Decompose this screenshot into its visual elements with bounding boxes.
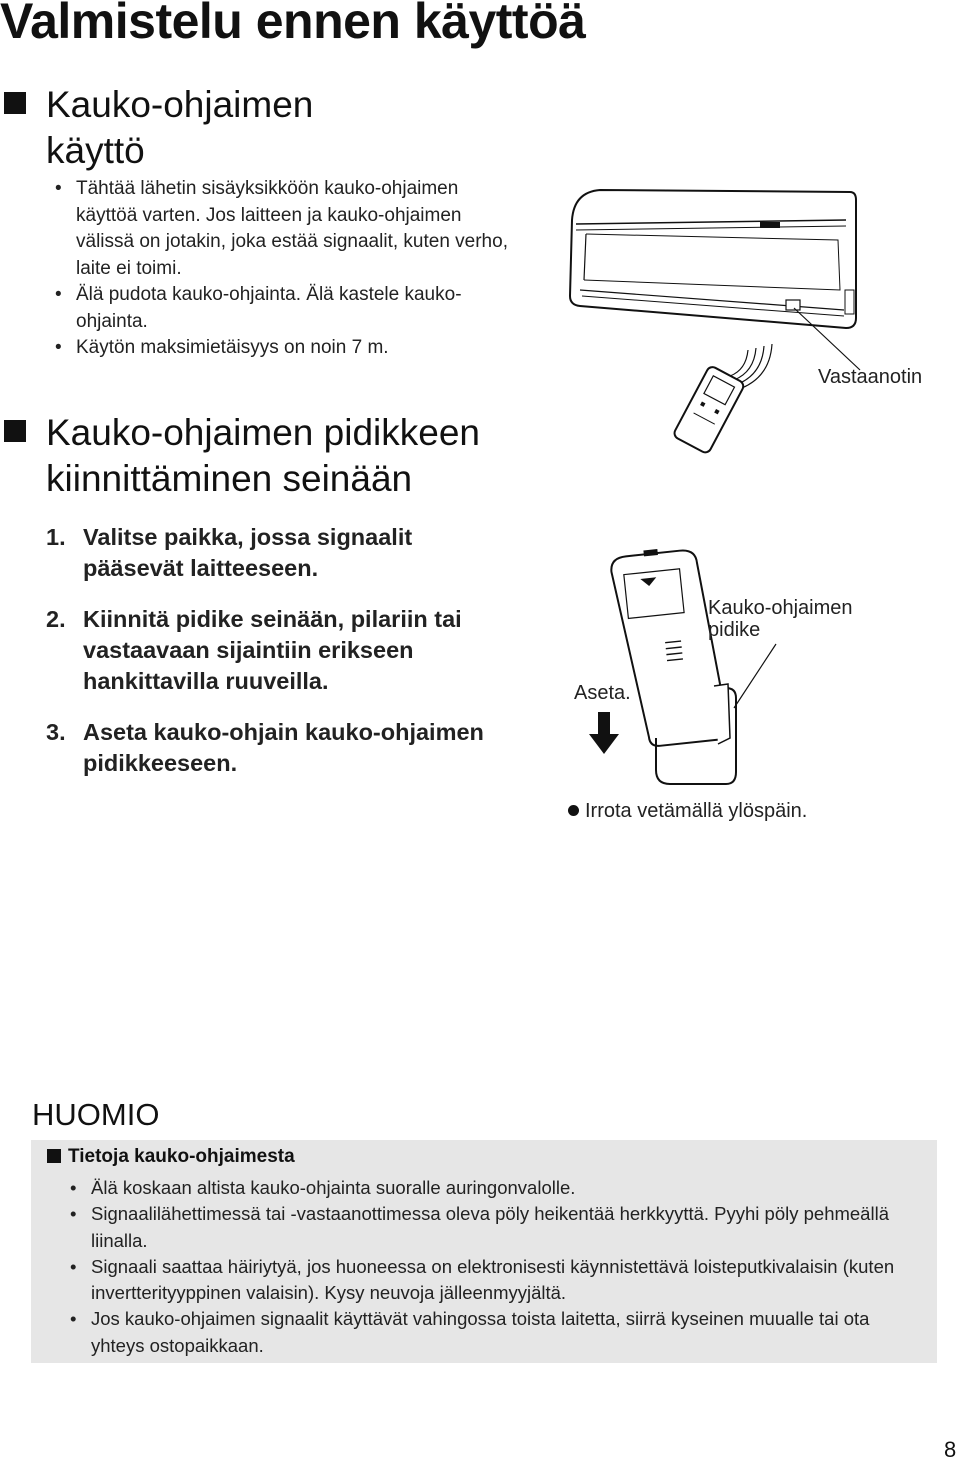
list-item: • Jos kauko-ohjaimen signaalit käyttävät vahingossa toista laitetta, siirrä kyseinen muualle tai ota yhteys ostopaikkaan.	[67, 1306, 917, 1359]
heading-line: käyttö	[46, 130, 145, 171]
step-item	[46, 522, 516, 584]
list-item: • Älä koskaan altista kauko-ohjainta suoralle auringonvalolle.	[67, 1175, 917, 1201]
holder-label-line: pidike	[708, 619, 761, 641]
heading-line: Kauko-ohjaimen	[46, 84, 314, 125]
note-subheading-text: Tietoja kauko-ohjaimesta	[68, 1146, 295, 1167]
receiver-label: Vastaanotin	[818, 366, 923, 388]
square-icon	[47, 1149, 61, 1163]
page-number: 8	[944, 1437, 957, 1462]
holder-label-line: Kauko-ohjaimen	[708, 597, 853, 619]
note-box	[31, 1140, 937, 1363]
note-subheading	[47, 1146, 295, 1168]
step-text: Kiinnitä pidike seinään, pilariin tai vastaavaan sijaintiin erikseen hankittavilla ruuveilla.	[83, 606, 462, 694]
heading-line: Kauko-ohjaimen pidikkeen	[46, 412, 480, 453]
step-text: Valitse paikka, jossa signaalit pääsevät laitteeseen.	[83, 524, 413, 581]
note-bullet-list	[67, 1175, 917, 1359]
bullet-dot-icon	[568, 805, 579, 816]
step-item	[46, 604, 516, 697]
section-heading-remote-use	[46, 82, 313, 174]
list-item: • Tähtää lähetin sisäyksikköön kauko-ohjaimen käyttöä varten. Jos laitteen ja kauko-ohjaimen välissä on jotakin, joka estää signaalit, kuten verho, laite ei toimi.	[52, 176, 522, 282]
step-number: 3.	[46, 719, 66, 745]
step-item	[46, 717, 516, 779]
list-item: • Älä pudota kauko-ohjainta. Älä kastele kauko-ohjainta.	[52, 282, 522, 335]
remove-note	[568, 800, 807, 822]
step-number: 2.	[46, 606, 66, 632]
note-title: HUOMIO	[32, 1097, 160, 1132]
down-arrow-icon	[589, 712, 619, 754]
step-text: Aseta kauko-ohjain kauko-ohjaimen pidikkeeseen.	[83, 719, 484, 776]
section-heading-holder-mounting	[46, 410, 480, 502]
indoor-unit-illustration	[560, 180, 870, 460]
heading-line: kiinnittäminen seinään	[46, 458, 413, 499]
page-title: Valmistelu ennen käyttöä	[0, 0, 586, 49]
insert-label: Aseta.	[574, 682, 631, 704]
step-number: 1.	[46, 524, 66, 550]
section-square-icon	[4, 92, 26, 114]
list-item: • Käytön maksimietäisyys on noin 7 m.	[52, 335, 522, 362]
list-item: • Signaali saattaa häiriytyä, jos huoneessa on elektronisesti käynnistettävä loisteputkivalaisin (kuten invertterityyppinen valaisin). Kysy neuvoja jälleenmyyjältä.	[67, 1254, 917, 1307]
section-square-icon	[4, 420, 26, 442]
list-item: • Signaalilähettimessä tai -vastaanottimessa oleva pöly heikentää herkkyyttä. Pyyhi pöly pehmeällä liinalla.	[67, 1201, 917, 1254]
holder-label	[708, 597, 853, 641]
remove-note-text: Irrota vetämällä ylöspäin.	[585, 800, 808, 822]
mounting-steps	[46, 522, 516, 799]
usage-bullet-list	[52, 176, 522, 362]
